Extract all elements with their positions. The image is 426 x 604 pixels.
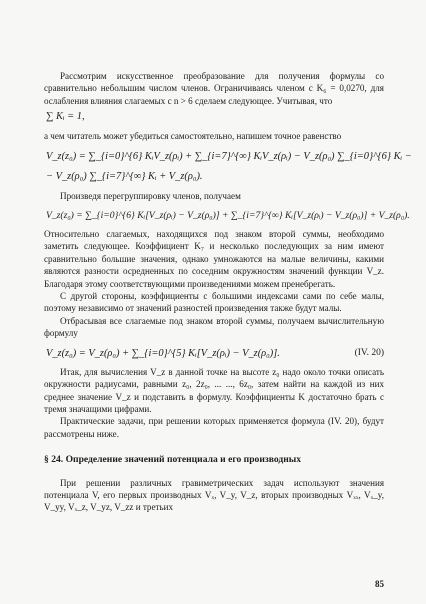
paragraph-section-intro: При решении различных гравиметрических задач используют значения потенциала V, его первых производных Vₓ, V_y, V_z, вторых производных Vₓₓ, Vₓ_y, V_yy, Vₓ_z, V_yz, V_zz и третьих [44,477,384,513]
paragraph-second-sum: Относительно слагаемых, находящихся под знаком второй суммы, необходимо заметить следующее. Коэффициент K₇ и несколько последующих за ним имеют сравнительно большие значения, однако умножаются на малые величины, какими являются разности осредненных по соседним окружностям значений функции V_z. Благодаря этому соответствующими произведениями можем пренебрегать. [44,229,384,289]
paragraph-regroup: Произведя перегруппировку членов, получаем [60,190,241,201]
formula-exact-line2: − V_z(ρ₀) ∑_{i=7}^{∞} Kᵢ + V_z(ρ₀). [46,170,203,182]
section-heading: § 24. Определение значений потенциала и его производных [44,454,302,466]
formula-sum-k: ∑ Kᵢ = 1, [46,111,85,123]
paragraph-discard: Отбрасывая все слагаемые под знаком второй суммы, получаем вычислительную формулу [44,315,384,339]
paragraph-practical: Практические задачи, при решении которых применяется формула (IV. 20), будут рассмотрены ниже. [44,416,384,439]
paragraph-equality: а чем читатель может убедиться самостоятельно, напишем точное равенство [44,131,342,142]
equation-number: (IV. 20) [354,347,384,358]
paragraph-intro: Рассмотрим искусственное преобразование для получения формулы со сравнительно небольшим числом членов. Ограничиваясь членом с K₆ = 0,0270, для ослабления влияния слагаемых с n > 6 сделаем следующее. Учитывая, что [44,71,384,106]
formula-regrouped: V_z(z₀) = ∑_{i=0}^{6} Kᵢ[V_z(ρᵢ) − V_z(ρ₀)] + ∑_{i=7}^{∞} Kᵢ[V_z(ρᵢ) − V_z(ρ₀)] + V_z(ρ₀). [46,210,410,222]
formula-iv20: V_z(z₀) = V_z(ρ₀) + ∑_{i=0}^{5} Kᵢ[V_z(ρᵢ) − V_z(ρ₀)]. [46,347,280,359]
page-number: 85 [375,578,384,589]
paragraph-procedure: Итак, для вычисления V_z в данной точке на высоте z₀ надо около точки описать окружности радиусами, равными z₀, 2z₀, ... ..., 6z₀, затем найти на каждой из них среднее значение V_z и подставить в формулу. Коэффициенты K достаточно брать с тремя значащими цифрами. [44,366,384,414]
formula-computational [46,346,384,361]
paragraph-other-side: С другой стороны, коэффициенты с большими индексами сами по себе малы, поэтому независимо от значений разностей произведения также будут малы. [44,291,384,314]
formula-exact-line1: V_z(z₀) = ∑_{i=0}^{6} KᵢV_z(ρᵢ) + ∑_{i=7}^{∞} KᵢV_z(ρᵢ) − V_z(ρ₀) ∑_{i=0}^{6} Kᵢ − [46,150,412,162]
